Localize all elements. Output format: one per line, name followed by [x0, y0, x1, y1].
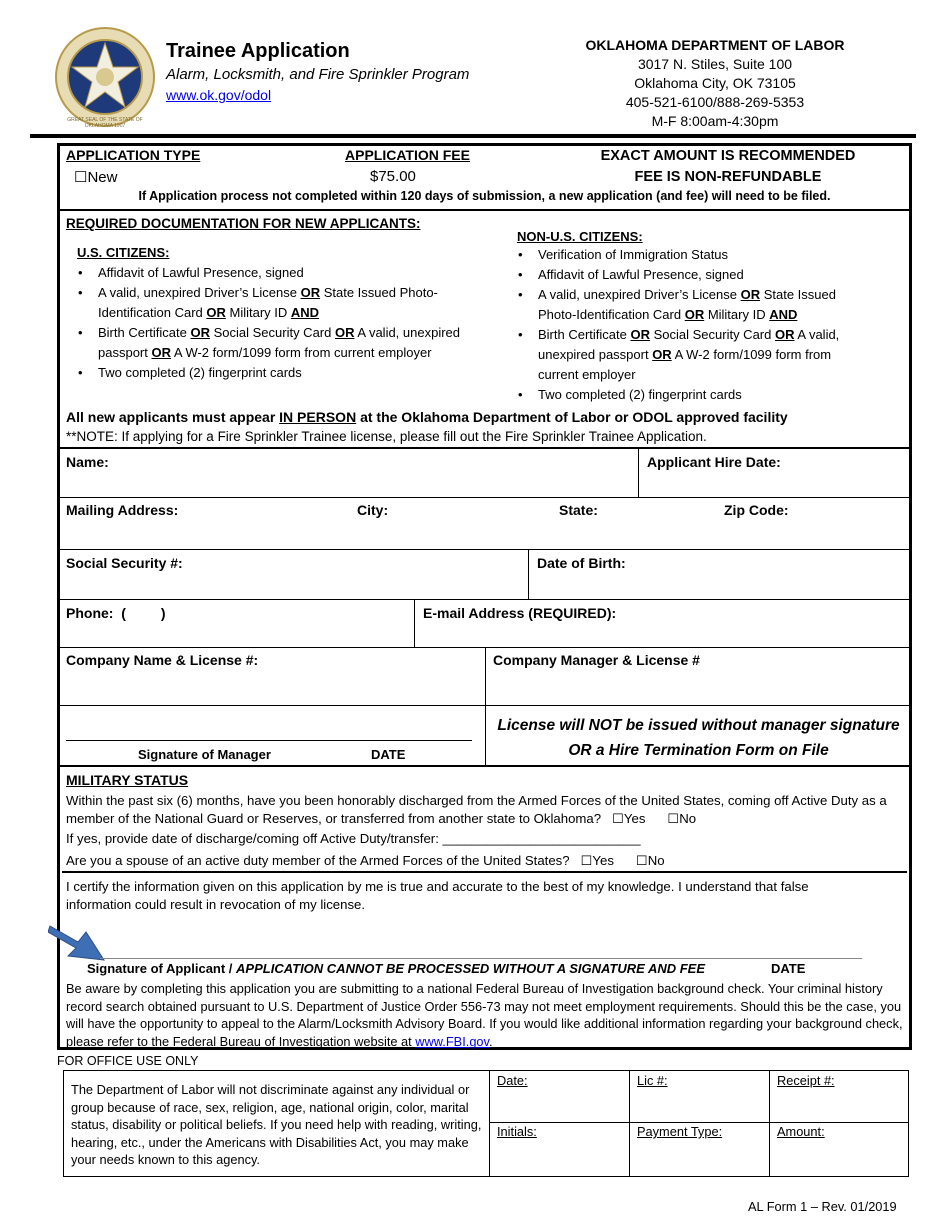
divider — [57, 765, 912, 767]
applicant-date-label: DATE — [771, 961, 806, 976]
department-hours: M-F 8:00am-4:30pm — [651, 113, 779, 129]
odol-link[interactable]: www.ok.gov/odol — [166, 87, 272, 103]
list-item: • Birth Certificate OR Social Security Card OR A valid, unexpired passport OR A W-2 form/1099 form from current employer — [76, 323, 476, 363]
manager-field[interactable] — [488, 672, 909, 704]
in-person-notice: All new applicants must appear IN PERSON at the Oklahoma Department of Labor or ODOL approved facility — [66, 409, 788, 425]
dob-field[interactable] — [531, 575, 909, 597]
office-lic-cell: Lic #: — [637, 1073, 668, 1088]
office-amount-cell: Amount: — [777, 1124, 825, 1139]
seal-text: GREAT SEAL OF THE STATE OF OKLAHOMA 1907 — [67, 117, 143, 129]
department-address2: Oklahoma City, OK 73105 — [634, 75, 796, 91]
divider — [528, 549, 529, 599]
list-item: • Two completed (2) fingerprint cards — [76, 363, 476, 383]
divider — [489, 1122, 909, 1123]
manager-date-label: DATE — [371, 747, 406, 762]
non-discrimination-text: The Department of Labor will not discriminate against any individual or group because of race, sex, religion, age, national origin, color, marital status, disability or political beliefs. If you need help with reading, writing, hearing, etc., under the Americans with Disabilities Act, you may make your needs known to this agency. — [71, 1082, 482, 1167]
divider — [638, 448, 639, 497]
department-address1: 3017 N. Stiles, Suite 100 — [637, 56, 793, 72]
list-item: • A valid, unexpired Driver’s License OR State Issued Photo-Identification Card OR Military ID AND — [516, 285, 846, 325]
manager-warning-line2: OR a Hire Termination Form on File — [568, 742, 829, 759]
non-us-citizens-list — [516, 245, 846, 405]
application-fee-label: APPLICATION FEE — [345, 147, 470, 163]
department-name: OKLAHOMA DEPARTMENT OF LABOR — [585, 37, 845, 53]
military-q1-yes-checkbox[interactable]: ☐Yes — [612, 811, 646, 826]
non-us-citizens-heading: NON-U.S. CITIZENS: — [517, 229, 643, 244]
name-label: Name: — [66, 454, 109, 470]
office-use-label: FOR OFFICE USE ONLY — [57, 1054, 199, 1068]
military-question-1: Within the past six (6) months, have you been honorably discharged from the Armed Forces of the United States, coming off Active Duty as a member of the National Guard or Reserves, or transferred from another state to Oklahoma? ☐Yes ☐No — [66, 793, 887, 826]
divider — [629, 1071, 630, 1177]
us-citizens-list — [76, 263, 476, 383]
email-label: E-mail Address (REQUIRED): — [423, 605, 617, 621]
application-type-label: APPLICATION TYPE — [66, 147, 201, 163]
office-date-cell: Date: — [497, 1073, 528, 1088]
application-fee-value: $75.00 — [370, 168, 416, 185]
phone-label: Phone: ( ) — [66, 605, 166, 621]
divider — [57, 209, 912, 211]
office-initials-cell: Initials: — [497, 1124, 537, 1139]
discharge-date-question: If yes, provide date of discharge/coming off Active Duty/transfer: ___________________________ — [66, 831, 641, 846]
military-question-2: Are you a spouse of an active duty member of the Armed Forces of the United States? ☐Yes ☐No — [66, 853, 665, 868]
divider — [57, 447, 912, 449]
department-info — [560, 36, 870, 131]
phone-field[interactable] — [60, 624, 411, 646]
state-label: State: — [559, 502, 598, 518]
list-item: • Affidavit of Lawful Presence, signed — [516, 265, 846, 285]
ssn-field[interactable] — [60, 575, 525, 597]
list-item: • Affidavit of Lawful Presence, signed — [76, 263, 476, 283]
spouse-no-checkbox[interactable]: ☐No — [635, 853, 665, 868]
manager-signature-label: Signature of Manager — [138, 747, 271, 762]
applicant-signature-line[interactable] — [100, 958, 862, 959]
non-refundable-notice: FEE IS NON-REFUNDABLE — [634, 169, 822, 185]
divider — [485, 647, 486, 766]
arrow-icon — [48, 914, 108, 964]
company-field[interactable] — [60, 672, 482, 704]
manager-label: Company Manager & License # — [493, 652, 700, 668]
military-q1-no-checkbox[interactable]: ☐No — [667, 811, 697, 826]
dob-label: Date of Birth: — [537, 555, 626, 571]
manager-signature-line[interactable] — [66, 740, 472, 741]
fire-sprinkler-note: **NOTE: If applying for a Fire Sprinkler Trainee license, please fill out the Fire Sprinkler Trainee Application. — [66, 429, 707, 444]
fbi-notice: Be aware by completing this application you are submitting to a national Federal Bureau of Investigation background check. Your criminal history record search obtained pursuant to U.S. Department of Justice Order 556-73 may not meet employment requirements. Should this be the case, you will have the opportunity to appeal to the Alarm/Locksmith Advisory Board. If you would like additional information regarding your background check, please refer to the Federal Bureau of Investigation website at www.FBI.gov. — [66, 981, 903, 1049]
list-item: • Two completed (2) fingerprint cards — [516, 385, 846, 405]
ssn-label: Social Security #: — [66, 555, 183, 571]
exact-amount-notice: EXACT AMOUNT IS RECOMMENDED — [600, 148, 856, 164]
header-rule — [30, 134, 916, 138]
divider — [57, 599, 912, 600]
divider — [57, 497, 912, 498]
divider — [57, 549, 912, 550]
spouse-yes-checkbox[interactable]: ☐Yes — [580, 853, 614, 868]
divider — [414, 599, 415, 647]
hire-date-label: Applicant Hire Date: — [647, 454, 781, 470]
office-use-box — [63, 1070, 909, 1177]
program-subtitle: Alarm, Locksmith, and Fire Sprinkler Program — [166, 66, 470, 83]
divider — [62, 871, 907, 873]
list-item: • Verification of Immigration Status — [516, 245, 846, 265]
certification-text: I certify the information given on this application by me is true and accurate to the best of my knowledge. I understand that false information could result in revocation of my license. — [66, 879, 809, 912]
form-number: AL Form 1 – Rev. 01/2019 — [748, 1199, 897, 1214]
state-seal — [55, 27, 155, 127]
office-payment-cell: Payment Type: — [637, 1124, 723, 1139]
list-item: • Birth Certificate OR Social Security Card OR A valid, unexpired passport OR A W-2 form/1099 form from current employer — [516, 325, 846, 385]
divider — [769, 1071, 770, 1177]
fbi-link[interactable]: www.FBI.gov — [415, 1033, 490, 1049]
manager-warning — [488, 713, 909, 763]
company-label: Company Name & License #: — [66, 652, 259, 668]
name-field[interactable] — [60, 474, 635, 496]
required-docs-heading: REQUIRED DOCUMENTATION FOR NEW APPLICANTS: — [66, 216, 421, 231]
zip-code-label: Zip Code: — [724, 502, 789, 518]
mailing-address-field[interactable] — [60, 522, 909, 548]
processing-notice: If Application process not completed within 120 days of submission, a new application (and fee) will need to be filed. — [138, 189, 831, 203]
us-citizens-heading: U.S. CITIZENS: — [77, 245, 170, 260]
email-field[interactable] — [417, 624, 909, 646]
divider — [489, 1071, 490, 1177]
manager-warning-line1: License will NOT be issued without manager signature — [497, 717, 900, 734]
page-title: Trainee Application — [166, 40, 350, 62]
applicant-signature-label: Signature of Applicant / APPLICATION CANNOT BE PROCESSED WITHOUT A SIGNATURE AND FEE — [87, 961, 706, 976]
military-heading: MILITARY STATUS — [66, 772, 189, 788]
list-item: • A valid, unexpired Driver’s License OR State Issued Photo-Identification Card OR Military ID AND — [76, 283, 476, 323]
department-phone: 405-521-6100/888-269-5353 — [625, 94, 805, 110]
hire-date-field[interactable] — [641, 474, 909, 496]
office-receipt-cell: Receipt #: — [777, 1073, 835, 1088]
mailing-address-label: Mailing Address: — [66, 502, 179, 518]
city-label: City: — [357, 502, 389, 518]
divider — [57, 705, 912, 706]
new-checkbox[interactable]: ☐New — [74, 169, 118, 186]
